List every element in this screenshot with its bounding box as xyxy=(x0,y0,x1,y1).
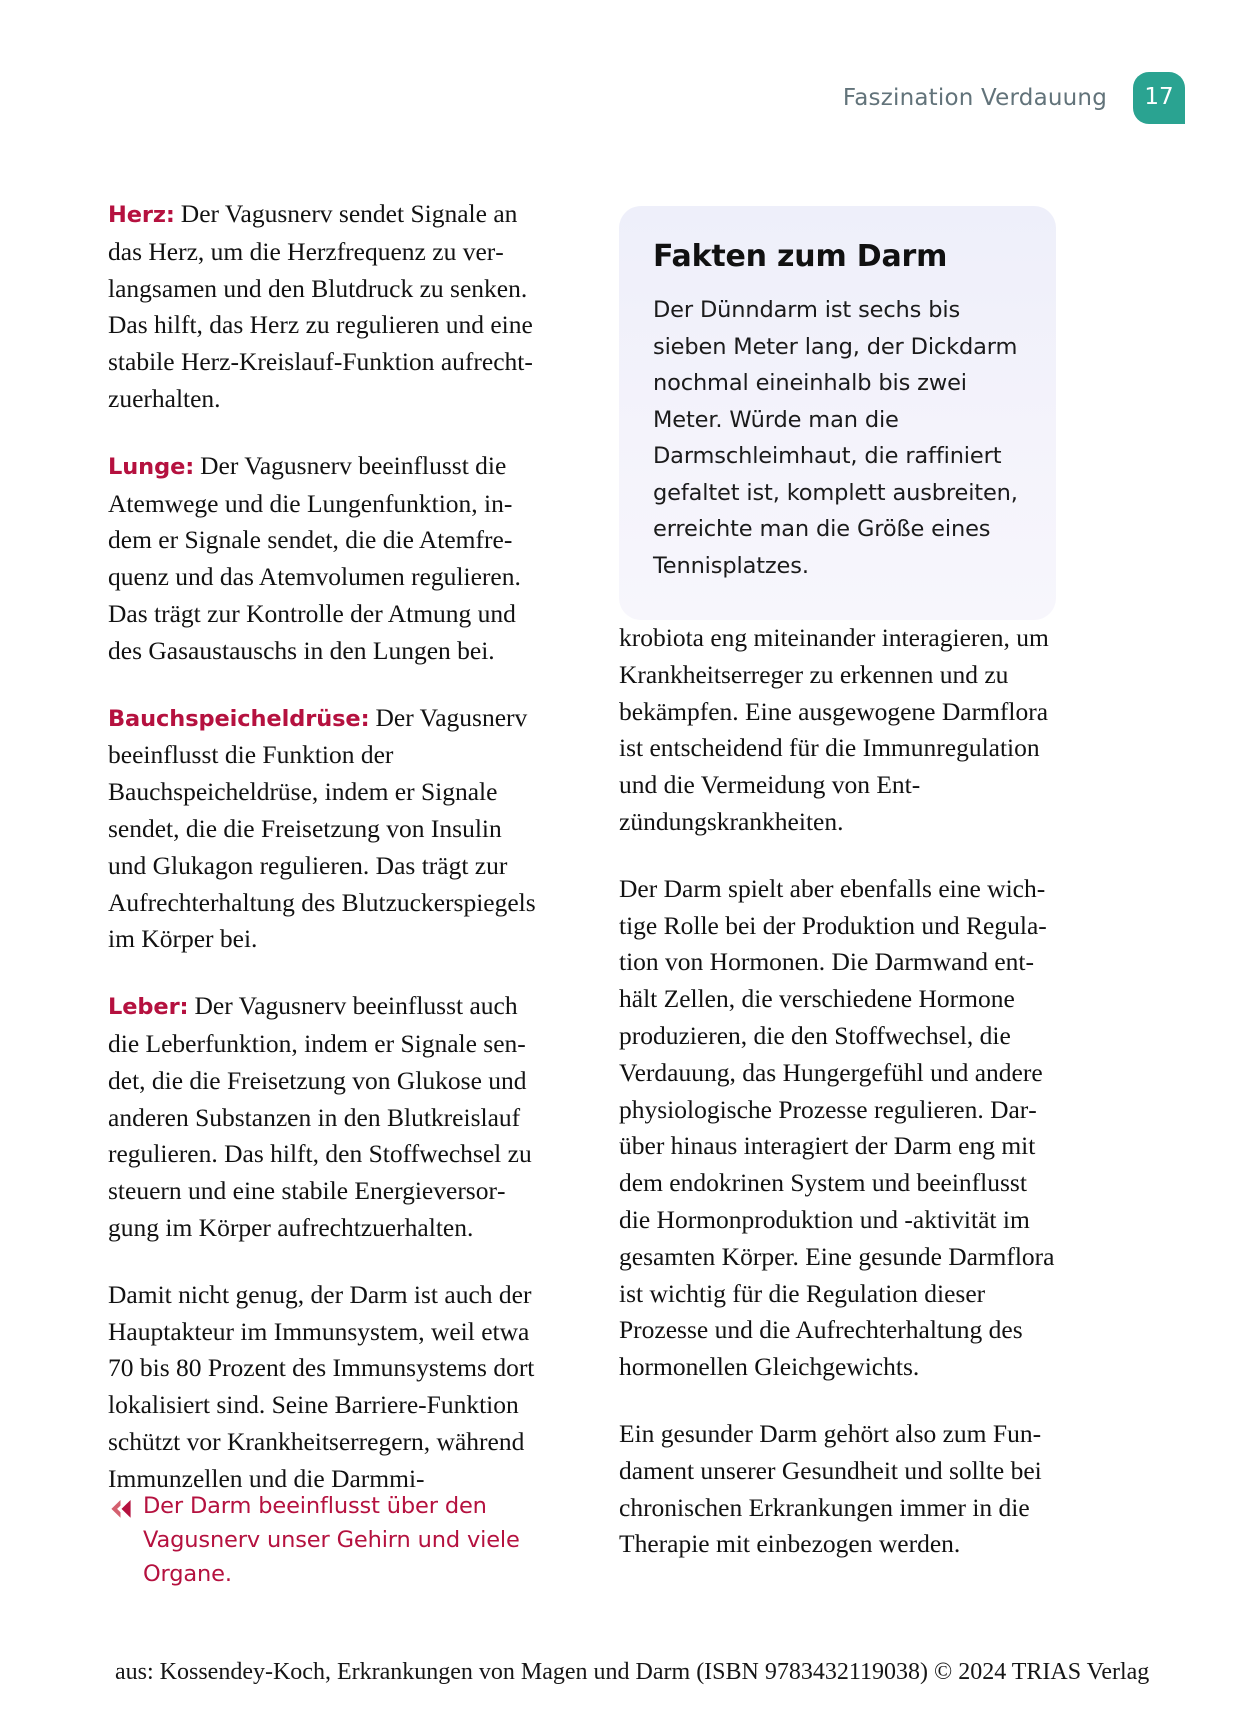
fact-box-title: Fakten zum Darm xyxy=(653,239,948,274)
page-header xyxy=(843,72,1185,124)
footer-source-text: aus: Kossendey-Koch, Erkrankungen von Magen und Darm (ISBN 9783432119038) © 2024 TRIAS Verlag xyxy=(115,1659,1150,1685)
page-number: 17 xyxy=(1144,84,1174,110)
fact-box xyxy=(619,206,1056,620)
page-footer xyxy=(115,1657,1155,1687)
paragraph-lunge xyxy=(108,448,545,670)
paragraph-mikrobiota: krobiota eng miteinander interagieren, um Krankheitserreger zu erkennen und zu bekämpfen. Eine ausgewogene Darmflora ist entscheidend für die Immunregulation und die Vermeidung von Entzündungskrankheiten. xyxy=(619,623,1049,836)
callout-text: Der Darm beeinflusst über den Vagusnerv unser Gehirn und viele Organe. xyxy=(143,1493,520,1587)
lead-in-lunge: Lunge: xyxy=(108,453,195,480)
page-number-badge xyxy=(1133,72,1185,124)
paragraph-leber xyxy=(108,988,545,1247)
left-column xyxy=(108,196,545,1563)
lead-in-herz: Herz: xyxy=(108,202,175,228)
running-header-title: Faszination Verdauung xyxy=(842,84,1107,111)
paragraph-lunge-text: Der Vagusnerv beeinflusst die Atemwege und die Lungenfunktion, indem er Signale sendet, die die Atemfrequenz und das Atemvolumen regulieren. Das trägt zur Kontrolle der Atmung und des Gasaustauschs in den Lungen bei. xyxy=(108,450,521,665)
lead-in-bauchspeicheldruese: Bauchspeicheldrüse: xyxy=(108,705,370,732)
page-content xyxy=(108,196,1156,1563)
paragraph-fundament: Ein gesunder Darm gehört also zum Fundament unserer Gesundheit und sollte bei chronischen Erkrankungen immer in die Therapie mit einbezogen werden. xyxy=(619,1418,1042,1559)
paragraph-leber-text: Der Vagusnerv beeinflusst auch die Leberfunktion, indem er Signale sendet, die die Freisetzung von Glukose und anderen Substanzen in den Blutkreislauf regulieren. Das hilft, den Stoffwechsel zu steuern und eine stabile Energieversorgung im Körper aufrechtzuerhalten. xyxy=(108,991,532,1242)
paragraph-bauchspeicheldruese xyxy=(108,700,545,959)
lead-in-leber: Leber: xyxy=(108,994,189,1021)
double-chevron-left-icon xyxy=(108,1496,134,1522)
paragraph-bauchspeicheldruese-text: Der Vagusnerv beeinflusst die Funktion der Bauchspeicheldrüse, indem er Signale sendet, die die Freisetzung von Insulin und Glukagon regulieren. Das trägt zur Aufrechterhaltung des Blutzuckerspiegels im Körper bei. xyxy=(108,702,536,954)
paragraph-hormone: Der Darm spielt aber ebenfalls eine wichtige Rolle bei der Produktion und Regulation von Hormonen. Die Darmwand enthält Zellen, die verschiedene Hormone produzieren, die den Stoffwechsel, die Verdauung, das Hungergefühl und andere physiologische Prozesse regulieren. Darüber hinaus interagiert der Darm eng mit dem endokrinen System und beeinflusst die Hormonproduktion und -aktivität im gesamten Körper. Eine gesunde Darmflora ist wichtig für die Regulation dieser Prozesse und die Aufrechterhaltung des hormonellen Gleichgewichts. xyxy=(619,873,1055,1382)
paragraph-herz-text: Der Vagusnerv sendet Signale an das Herz, um die Herzfrequenz zu verlangsamen und den Blutdruck zu senken. Das hilft, das Herz zu regulieren und eine stabile Herz-Kreislauf-Funktion aufrechtzuerhalten. xyxy=(108,199,533,413)
callout-note xyxy=(108,1489,568,1591)
right-column xyxy=(619,196,1056,1563)
paragraph-immunsystem: Damit nicht genug, der Darm ist auch der Hauptakteur im Immunsystem, weil etwa 70 bis 80 Prozent des Immunsystems dort lokalisiert sind. Seine Barriere-Funktion schützt vor Krankheitserregern, während Immunzellen und die Darmmi- xyxy=(108,1279,535,1493)
paragraph-herz xyxy=(108,196,545,418)
fact-box-text: Der Dünndarm ist sechs bis sieben Meter lang, der Dickdarm nochmal eineinhalb bis zwei Meter. Würde man die Darmschleimhaut, die raffiniert gefaltet ist, komplett ausbreiten, erreichte man die Größe eines Tennisplatzes. xyxy=(653,297,1018,579)
